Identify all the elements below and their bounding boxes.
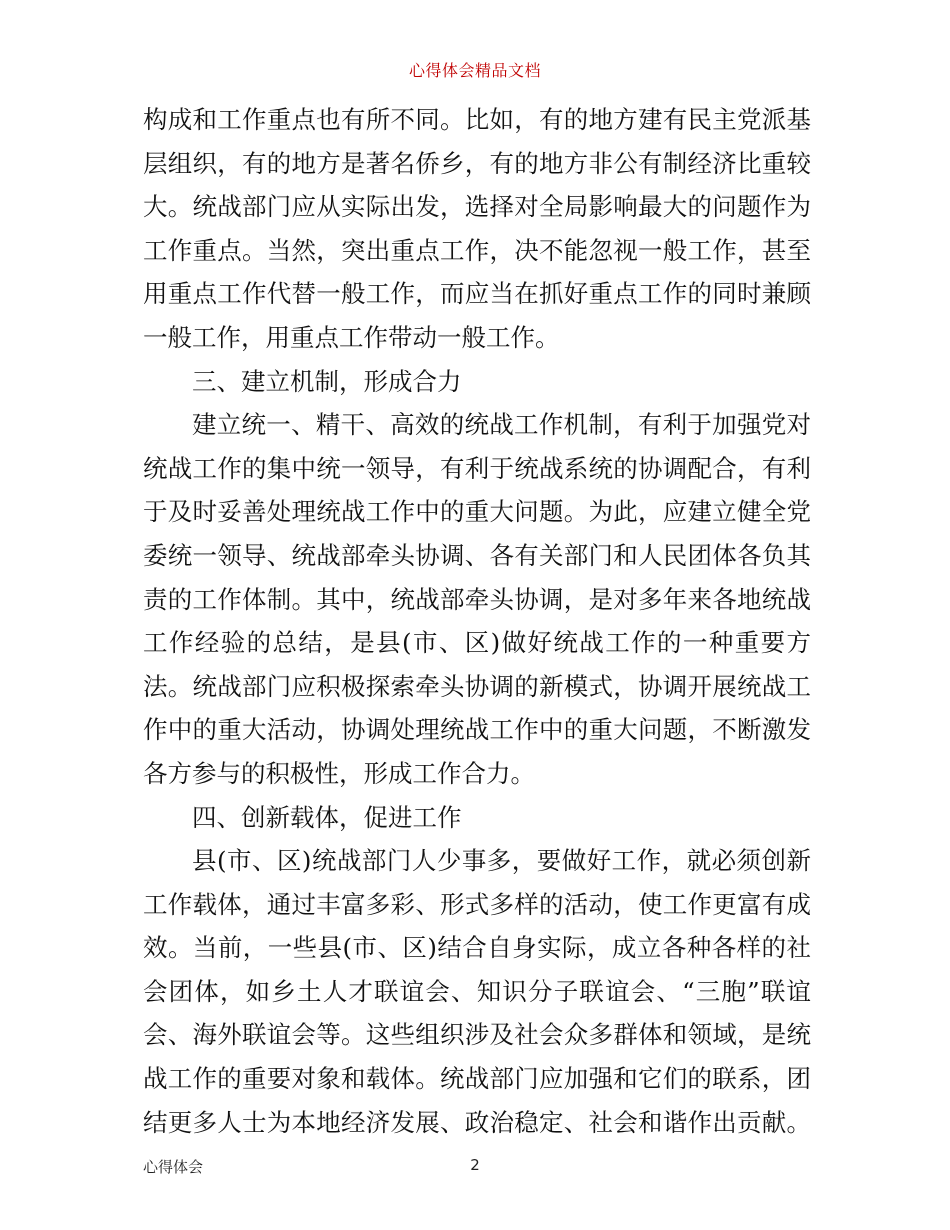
text-line: 于及时妥善处理统战工作中的重大问题。为此，应建立健全党 <box>143 497 811 527</box>
text-line: 效。当前，一些县(市、区)结合自身实际，成立各种各样的社 <box>143 933 811 963</box>
text-line: 构成和工作重点也有所不同。比如，有的地方建有民主党派基 <box>143 105 811 134</box>
text-line: 会团体，如乡土人才联谊会、知识分子联谊会、“三胞”联谊 <box>143 976 811 1006</box>
text-line: 责的工作体制。其中，统战部牵头协调，是对多年来各地统战 <box>143 584 811 614</box>
text-line: 法。统战部门应积极探索牵头协调的新模式，协调开展统战工 <box>143 671 811 701</box>
text-line: 作中的重大活动，协调处理统战工作中的重大问题，不断激发 <box>143 715 811 745</box>
text-line: 大。统战部门应从实际出发，选择对全局影响最大的问题作为 <box>143 192 811 222</box>
footer-label: 心得体会 <box>143 1158 204 1176</box>
text-line: 用重点工作代替一般工作，而应当在抓好重点工作的同时兼顾 <box>143 279 811 309</box>
text-line: 统战工作的集中统一领导，有利于统战系统的协调配合，有利 <box>143 453 811 483</box>
text-line: 结更多人士为本地经济发展、政治稳定、社会和谐作出贡献。 <box>143 1107 811 1137</box>
text-line: 一般工作，用重点工作带动一般工作。 <box>143 322 560 352</box>
page-number: 2 <box>470 1156 480 1174</box>
section-heading: 四、创新载体，促进工作 <box>192 802 462 832</box>
text-line: 工作载体，通过丰富多彩、形式多样的活动，使工作更富有成 <box>143 889 811 919</box>
text-line: 工作经验的总结，是县(市、区)做好统战工作的一种重要方 <box>143 628 811 658</box>
text-line: 各方参与的积极性，形成工作合力。 <box>143 758 535 788</box>
text-line: 建立统一、精干、高效的统战工作机制，有利于加强党对 <box>192 410 811 440</box>
text-line: 战工作的重要对象和载体。统战部门应加强和它们的联系，团 <box>143 1064 811 1094</box>
text-line: 委统一领导、统战部牵头协调、各有关部门和人民团体各负其 <box>143 540 811 570</box>
document-body <box>143 98 811 1144</box>
text-line: 会、海外联谊会等。这些组织涉及社会众多群体和领域，是统 <box>143 1020 811 1050</box>
text-line: 工作重点。当然，突出重点工作，决不能忽视一般工作，甚至 <box>143 235 811 265</box>
section-heading: 三、建立机制，形成合力 <box>192 366 462 396</box>
text-line: 层组织，有的地方是著名侨乡，有的地方非公有制经济比重较 <box>143 148 811 178</box>
document-header-title: 心得体会精品文档 <box>408 61 541 80</box>
text-line: 县(市、区)统战部门人少事多，要做好工作，就必须创新 <box>192 846 811 876</box>
